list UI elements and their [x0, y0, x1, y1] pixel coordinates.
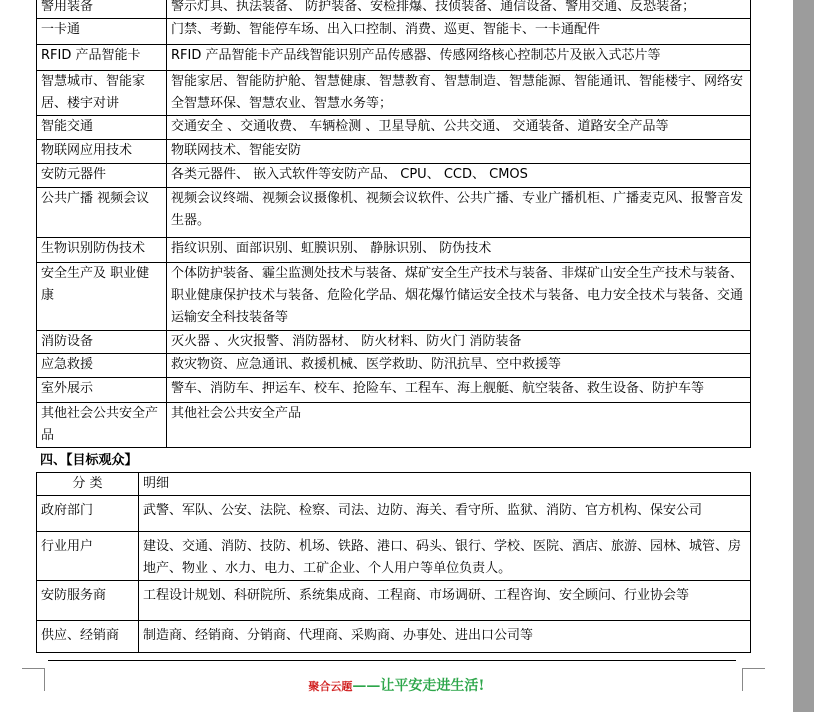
table-row	[37, 331, 751, 354]
detail-cell: 个体防护装备、霾尘监测处技术与装备、煤矿安全生产技术与装备、非煤矿山安全生产技术与装备、职业健康保护技术与装备、危险化学品、烟花爆竹储运安全技术与装备、电力安全技术与装备、交通运输安全科技装备等	[167, 263, 751, 331]
detail-cell: 警示灯具、执法装备、 防护装备、安检排爆、技侦装备、通信设备、警用交通、反恐装备；	[167, 0, 751, 19]
detail-cell: 建设、交通、消防、技防、机场、铁路、港口、码头、银行、学校、医院、酒店、旅游、园林、城管、房地产、物业 、水力、电力、工矿企业、个人用户等单位负责人。	[139, 532, 751, 581]
detail-cell: 视频会议终端、视频会议摄像机、视频会议软件、公共广播、专业广播机柜、广播麦克风、报警音发生器。	[167, 188, 751, 238]
category-cell: 供应、经销商	[37, 621, 139, 653]
detail-cell: 物联网技术、智能安防	[167, 140, 751, 164]
detail-cell: 工程设计规划、科研院所、系统集成商、工程商、市场调研、工程咨询、安全顾问、行业协会等	[139, 581, 751, 621]
category-cell: 室外展示	[37, 378, 167, 403]
table-row	[37, 621, 751, 653]
table-row	[37, 378, 751, 403]
header-detail-cell: 明细	[139, 473, 751, 496]
category-cell: 政府部门	[37, 496, 139, 532]
table-row	[37, 19, 751, 45]
category-cell: 公共广播 视频会议	[37, 188, 167, 238]
page-footer	[0, 675, 793, 695]
table-row	[37, 164, 751, 188]
category-cell: 物联网应用技术	[37, 140, 167, 164]
detail-cell: 制造商、经销商、分销商、代理商、采购商、办事处、进出口公司等	[139, 621, 751, 653]
table-row	[37, 188, 751, 238]
footer-slogan: ——让平安走进生活!	[352, 678, 485, 694]
table-row	[37, 263, 751, 331]
exhibit-scope-table	[36, 0, 751, 448]
detail-cell: 警车、消防车、押运车、校车、抢险车、工程车、海上舰艇、航空装备、救生设备、防护车等	[167, 378, 751, 403]
detail-cell: RFID 产品智能卡产品线智能识别产品传感器、传感网络核心控制芯片及嵌入式芯片等	[167, 45, 751, 71]
category-cell: 智慧城市、智能家居、楼宇对讲	[37, 71, 167, 116]
table-row	[37, 71, 751, 116]
table-row	[37, 238, 751, 263]
table-row	[37, 45, 751, 71]
table-row	[37, 0, 751, 19]
footer-brand: 聚合云题	[308, 680, 353, 693]
detail-cell: 指纹识别、面部识别、虹膜识别、 静脉识别、 防伪技术	[167, 238, 751, 263]
category-cell: 生物识别防伪技术	[37, 238, 167, 263]
table-row	[37, 496, 751, 532]
category-cell: 一卡通	[37, 19, 167, 45]
detail-cell: 其他社会公共安全产品	[167, 403, 751, 448]
detail-cell: 武警、军队、公安、法院、检察、司法、边防、海关、看守所、监狱、消防、官方机构、保安公司	[139, 496, 751, 532]
category-cell: 应急救援	[37, 354, 167, 378]
section-heading-target-audience: 四、【目标观众】	[40, 453, 138, 468]
table-row	[37, 403, 751, 448]
category-cell: 安防元器件	[37, 164, 167, 188]
table-row	[37, 581, 751, 621]
window-edge	[793, 0, 814, 712]
footer-divider	[48, 660, 736, 661]
category-cell: 其他社会公共安全产品	[37, 403, 167, 448]
category-cell: 安防服务商	[37, 581, 139, 621]
table-row	[37, 354, 751, 378]
category-cell: 安全生产及 职业健康	[37, 263, 167, 331]
detail-cell: 门禁、考勤、智能停车场、出入口控制、消费、巡更、智能卡、一卡通配件	[167, 19, 751, 45]
category-cell: 警用装备	[37, 0, 167, 19]
detail-cell: 智能家居、智能防护舱、智慧健康、智慧教育、智慧制造、智慧能源、智能通讯、智能楼宇、网络安全智慧环保、智慧农业、智慧水务等；	[167, 71, 751, 116]
table-row	[37, 116, 751, 140]
detail-cell: 交通安全 、交通收费、 车辆检测 、卫星导航、公共交通、 交通装备、道路安全产品等	[167, 116, 751, 140]
category-cell: RFID 产品智能卡	[37, 45, 167, 71]
header-category-cell: 分 类	[37, 473, 139, 496]
table-header-row	[37, 473, 751, 496]
category-cell: 行业用户	[37, 532, 139, 581]
category-cell: 智能交通	[37, 116, 167, 140]
table-row	[37, 140, 751, 164]
detail-cell: 各类元器件、 嵌入式软件等安防产品、 CPU、 CCD、 CMOS	[167, 164, 751, 188]
category-cell: 消防设备	[37, 331, 167, 354]
table-row	[37, 532, 751, 581]
detail-cell: 救灾物资、应急通讯、救援机械、医学救助、防汛抗旱、空中救援等	[167, 354, 751, 378]
target-audience-table	[36, 472, 751, 653]
detail-cell: 灭火器 、火灾报警、消防器材、 防火材料、防火门 消防装备	[167, 331, 751, 354]
